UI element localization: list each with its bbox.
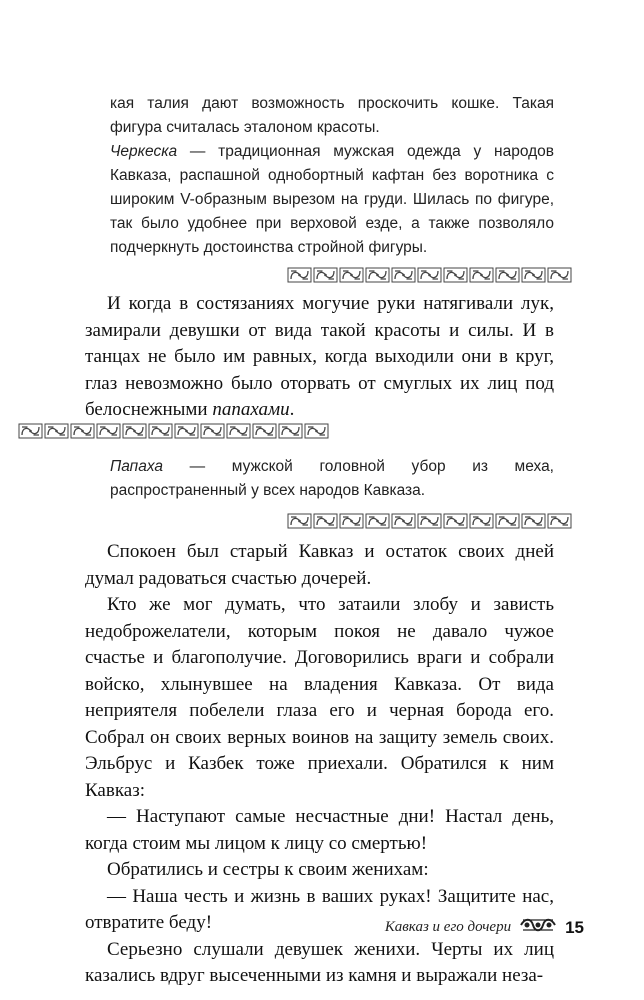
ornament-motif [97,424,120,438]
footnote-term-papakha: Папаха [110,458,164,475]
page-footer [385,917,584,938]
ornament-motif [470,268,493,282]
ornament-motif [522,514,545,528]
ornament-motif [340,268,363,282]
ornament-motif [366,268,389,282]
ornament-motif [305,424,328,438]
footnote-definition: — традиционная мужская одежда у народов Кавказа, распашной однобортный кафтан без воротника с широким V-образным вырезом на груди. Шилась по фигуре, так было удобнее при верховой езде, а также позволяло подчеркнуть достоинства стройной фигуры. [110,143,554,256]
ornament-motif [149,424,172,438]
paragraph-archery-text: И когда в состязаниях могучие руки натягивали лук, замирали девушки от вида такой красоты и силы. И в танцах не было им равных, когда выходили они в круг, глаз невозможно было оторвать от смуглых их лиц под белоснежными [85,293,554,420]
ornament-motif [548,514,571,528]
footnote-middle [110,455,554,503]
ornament-motif [444,268,467,282]
ornament-motif [227,424,250,438]
story-paragraph: Обратились и сестры к своим женихам: [107,859,429,880]
footnote-continuation: кая талия дают возможность проскочить кошке. Такая фигура считалась эталоном красоты. [110,95,554,136]
story-paragraph: — Наша честь и жизнь в ваших руках! Защитите нас, отвратите беду! [85,885,554,933]
ornament-motif [496,514,519,528]
ornament-motif [548,268,571,282]
story-paragraph: Спокоен был старый Кавказ и остаток своих дней думал радоваться счастью дочерей. [85,541,554,589]
ornament-motif [418,514,441,528]
ornament-motif [366,514,389,528]
story-paragraph: Кто же мог думать, что затаили злобу и зависть недоброжелатели, которым покоя не давало чужое счастье и благополучие. Договорились враги и собрали войско, хлынувшее на владения Кавказа. От вида неприятеля побелели глаза его и черная борода его. Собрал он своих верных воинов на защиту земель своих. Эльбрус и Казбек тоже приехали. Обратился к ним Кавказ: [85,594,554,801]
ornament-motif [19,424,42,438]
ornament-divider-1 [287,267,577,283]
ornament-motif [522,268,545,282]
ornament-motif [314,514,337,528]
ornament-motif [288,268,311,282]
footnote-term: Черкеска [110,143,178,160]
ornament-motif [392,268,415,282]
ornament-motif [45,424,68,438]
ornament-motif [71,424,94,438]
ornament-motif [253,424,276,438]
paragraph-archery-end: . [289,399,295,420]
paragraph-archery [85,291,554,424]
running-title: Кавказ и его дочери [384,919,512,935]
footnote-papakha [110,455,554,503]
ornament-motif [340,514,363,528]
ornament-motif [392,514,415,528]
main-text-block-1 [85,291,554,424]
page-number: 15 [565,917,584,937]
ornament-motif [201,424,224,438]
ornament-icon [519,917,557,938]
papakha-emphasis: папахами [212,399,290,420]
ornament-divider-2 [18,423,333,439]
ornament-motif [123,424,146,438]
ornament-motif [496,268,519,282]
footnote-cherkeska [110,140,554,260]
ornament-divider-3 [287,513,577,529]
ornament-motif [279,424,302,438]
story-paragraph: — Наступают самые несчастные дни! Настал день, когда стоим мы лицом к лицу со смертью! [85,806,554,854]
ornament-motif [314,268,337,282]
story-paragraph: Серьезно слушали девушек женихи. Черты их лиц казались вдруг высеченными из камня и выражали неза- [85,938,554,986]
ornament-motif [175,424,198,438]
ornament-motif [418,268,441,282]
ornament-motif [444,514,467,528]
ornament-motif [470,514,493,528]
ornament-motif [288,514,311,528]
footnote-definition-papakha: — мужской головной убор из меха, распространенный у всех народов Кавказа. [110,458,554,499]
footnote-top [110,92,554,260]
